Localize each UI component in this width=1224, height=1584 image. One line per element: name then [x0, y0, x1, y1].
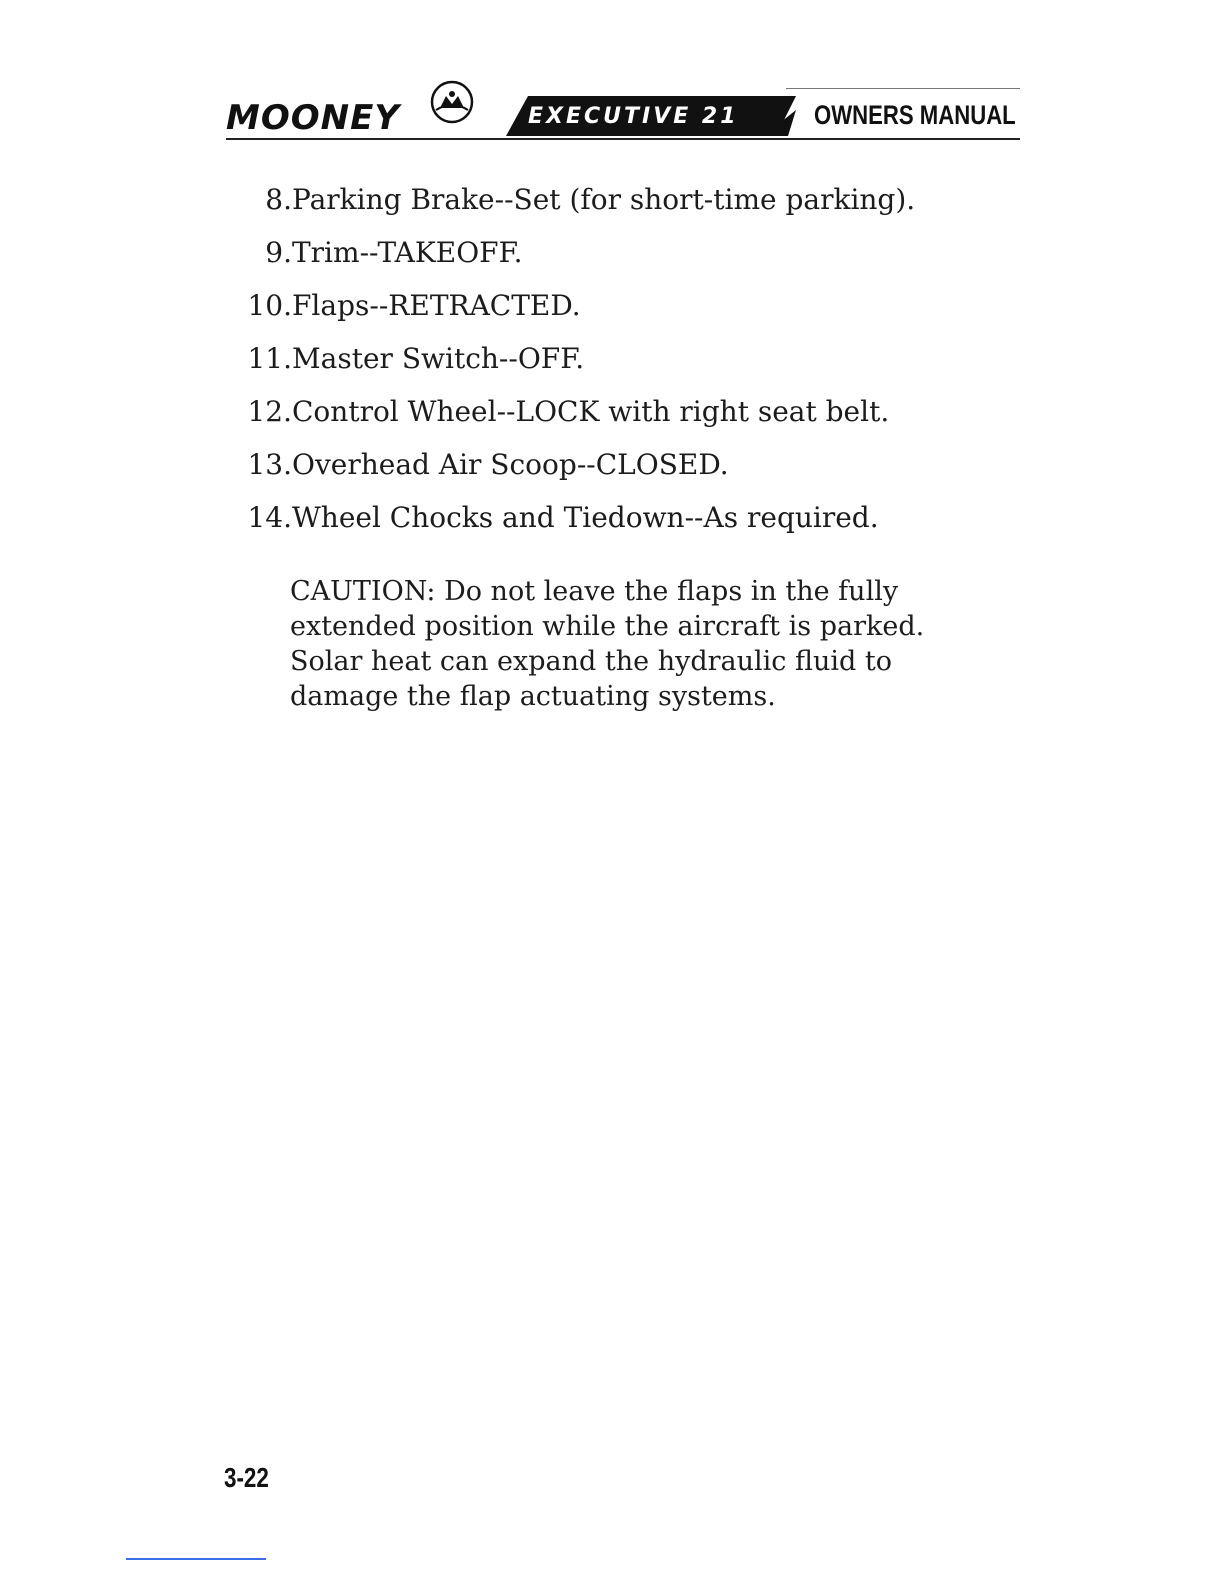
step-number: 13.	[247, 448, 292, 481]
brand-name: MOONEY	[226, 98, 400, 138]
step-text: Wheel Chocks and Tiedown--As required.	[292, 501, 879, 534]
step-text: Flaps--RETRACTED.	[292, 289, 581, 322]
header-top-rule	[786, 88, 1020, 89]
step-text: Master Switch--OFF.	[292, 342, 585, 375]
list-item	[222, 494, 1022, 547]
step-number: 11.	[247, 342, 292, 375]
page-edge-line	[126, 1558, 266, 1560]
model-name: EXECUTIVE 21	[528, 104, 739, 129]
mooney-emblem-icon	[424, 78, 482, 128]
step-number: 12.	[247, 395, 292, 428]
step-text: Parking Brake--Set (for short-time parking).	[292, 183, 916, 216]
list-item	[222, 388, 1022, 441]
page-number: 3-22	[224, 1462, 269, 1493]
list-item	[222, 441, 1022, 494]
list-item	[222, 229, 1022, 282]
step-text: Trim--TAKEOFF.	[292, 236, 523, 269]
step-number: 9.	[265, 236, 292, 269]
header-rule	[226, 138, 1020, 140]
manual-title: OWNERS MANUAL	[814, 100, 1016, 130]
step-number: 14.	[247, 501, 292, 534]
procedure-steps	[222, 176, 1022, 547]
step-text: Control Wheel--LOCK with right seat belt.	[292, 395, 890, 428]
page-header	[226, 78, 1020, 142]
step-text: Overhead Air Scoop--CLOSED.	[292, 448, 729, 481]
caution-note: CAUTION: Do not leave the flaps in the fully extended position while the aircraft is parked. Solar heat can expand the hydraulic fluid to damage the flap actuating systems.	[290, 576, 925, 712]
list-item	[222, 335, 1022, 388]
list-item	[222, 176, 1022, 229]
list-item	[222, 282, 1022, 335]
step-number: 10.	[247, 289, 292, 322]
step-number: 8.	[265, 183, 292, 216]
